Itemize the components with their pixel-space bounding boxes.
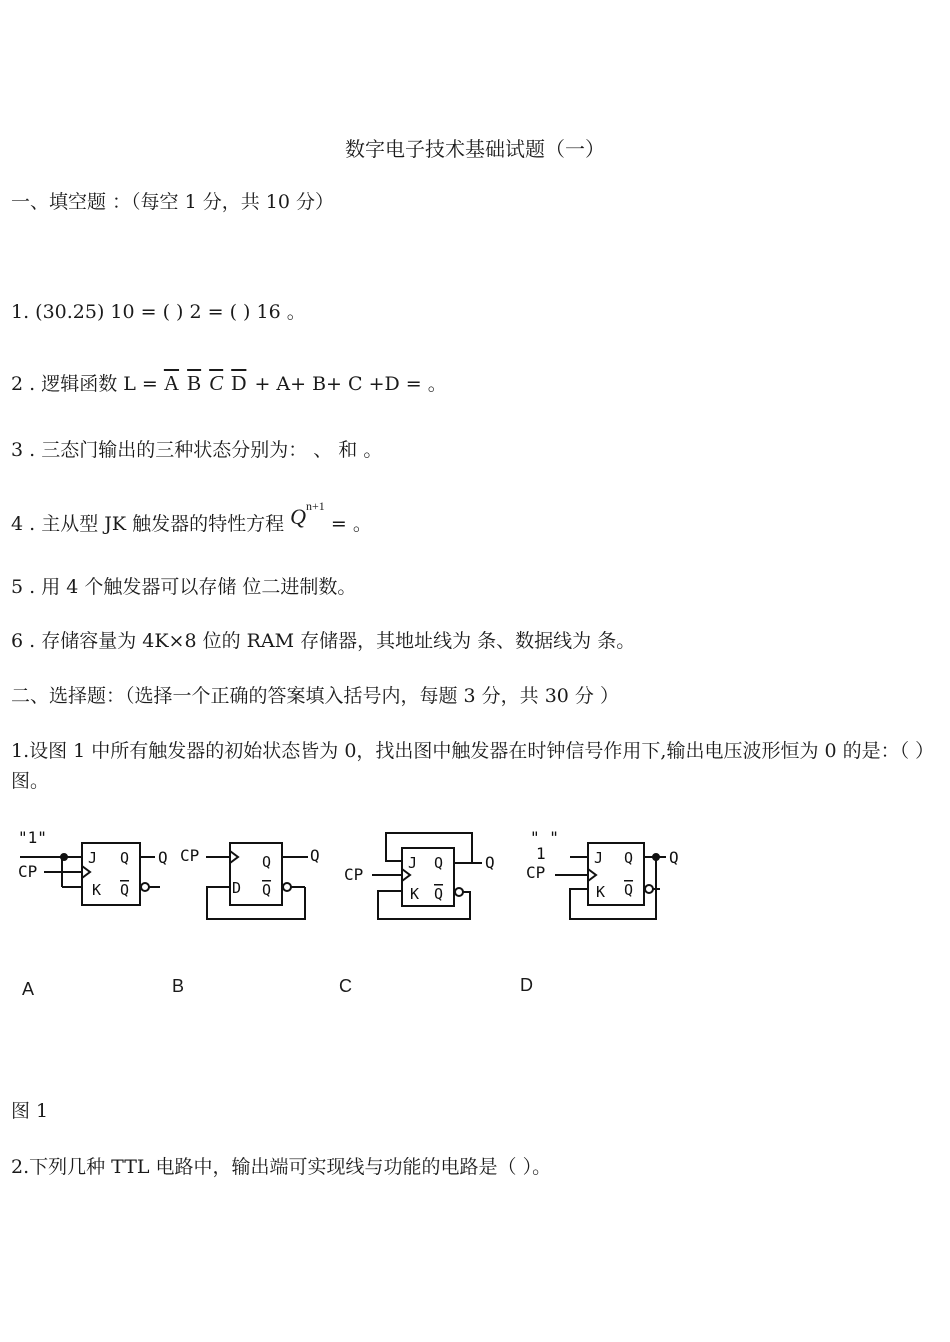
circuit-c-output-label: Q	[485, 853, 495, 872]
q4-suffix: = 。	[330, 513, 372, 535]
q4-prefix: 4 . 主从型 JK 触发器的特性方程	[11, 513, 291, 535]
q2-term-a: $\overline{A}$	[163, 371, 180, 395]
circuit-b-pin-d: D	[232, 879, 242, 897]
fill-question-1: 1. (30.25) 10 = ( ) 2 = ( ) 16 。	[11, 301, 306, 323]
fill-question-2	[11, 369, 447, 398]
circuit-a-output-label: Q	[158, 848, 168, 867]
circuit-b-output-label: Q	[310, 846, 320, 865]
circuit-a-pin-j: J	[88, 849, 98, 867]
q2-term-c: $\overline{C}$	[209, 371, 224, 395]
circuit-d-pin-k: K	[596, 883, 606, 901]
circuit-b-clock-label: CP	[180, 846, 200, 865]
q2-suffix: + A+ B+ C +D = 。	[254, 373, 447, 395]
fill-question-3: 3 . 三态门输出的三种状态分别为： 、 和 。	[11, 439, 383, 461]
choice-question-2: 2.下列几种 TTL 电路中，输出端可实现线与功能的电路是（ ）。	[11, 1156, 552, 1178]
section1-heading: 一、填空题 ：（每空 1 分，共 10 分）	[11, 191, 334, 213]
circuit-a-out-q: Q	[120, 849, 130, 867]
circuit-d-out-qbar: Q	[624, 881, 634, 899]
option-c-label: C	[339, 976, 352, 996]
figure-1-caption: 图 1	[11, 1100, 49, 1122]
circuit-d-clock-label: CP	[526, 863, 546, 882]
circuit-c-out-qbar: Q	[434, 885, 444, 903]
document-title: 数字电子技术基础试题（一）	[345, 137, 605, 161]
fill-question-5: 5 . 用 4 个触发器可以存储 位二进制数。	[11, 576, 357, 598]
q4-q-symbol: $Q^{n+1}$	[290, 499, 325, 529]
circuit-d-jk-flipflop	[555, 843, 666, 919]
circuit-d-input-quote: " "	[530, 828, 559, 847]
circuit-a-input-label: "1"	[18, 828, 47, 847]
circuit-d-input-label: 1	[536, 844, 546, 863]
circuit-a-pin-k: K	[92, 881, 102, 899]
circuit-a-clock-label: CP	[18, 862, 38, 881]
q2-term-b: $\overline{B}$	[187, 371, 202, 395]
circuit-c-pin-j: J	[408, 854, 418, 872]
fill-question-6: 6 . 存储容量为 4K×8 位的 RAM 存储器，其地址线为 条、数据线为 条。	[11, 630, 636, 652]
circuit-d-out-q: Q	[624, 849, 634, 867]
circuit-b-d-flipflop	[206, 843, 308, 919]
option-b-label: B	[172, 976, 185, 996]
circuit-c-pin-k: K	[410, 885, 420, 903]
option-d-label: D	[520, 975, 533, 995]
fill-question-4	[11, 499, 372, 540]
option-a-label: A	[22, 979, 35, 999]
circuit-b-out-q: Q	[262, 853, 272, 871]
choice-question-1: 1.设图 1 中所有触发器的初始状态皆为 0，找出图中触发器在时钟信号作用下,输出电压波形恒为 0 的是：（ ）图。	[11, 740, 925, 792]
q2-term-d: $\overline{D}$	[231, 371, 247, 395]
circuit-d-pin-j: J	[594, 849, 604, 867]
figure-1-circuits	[0, 815, 720, 935]
circuit-c-jk-flipflop	[372, 833, 482, 919]
circuit-c-out-q: Q	[434, 854, 444, 872]
q4-superscript: n+1	[306, 499, 325, 513]
section2-heading: 二、选择题：（选择一个正确的答案填入括号内，每题 3 分，共 30 分 ）	[11, 685, 619, 707]
circuit-a-out-qbar: Q	[120, 881, 130, 899]
q2-prefix: 2 . 逻辑函数 L =	[11, 373, 164, 395]
circuit-c-clock-label: CP	[344, 865, 364, 884]
circuit-b-out-qbar: Q	[262, 881, 272, 899]
circuit-d-output-label: Q	[669, 848, 679, 867]
